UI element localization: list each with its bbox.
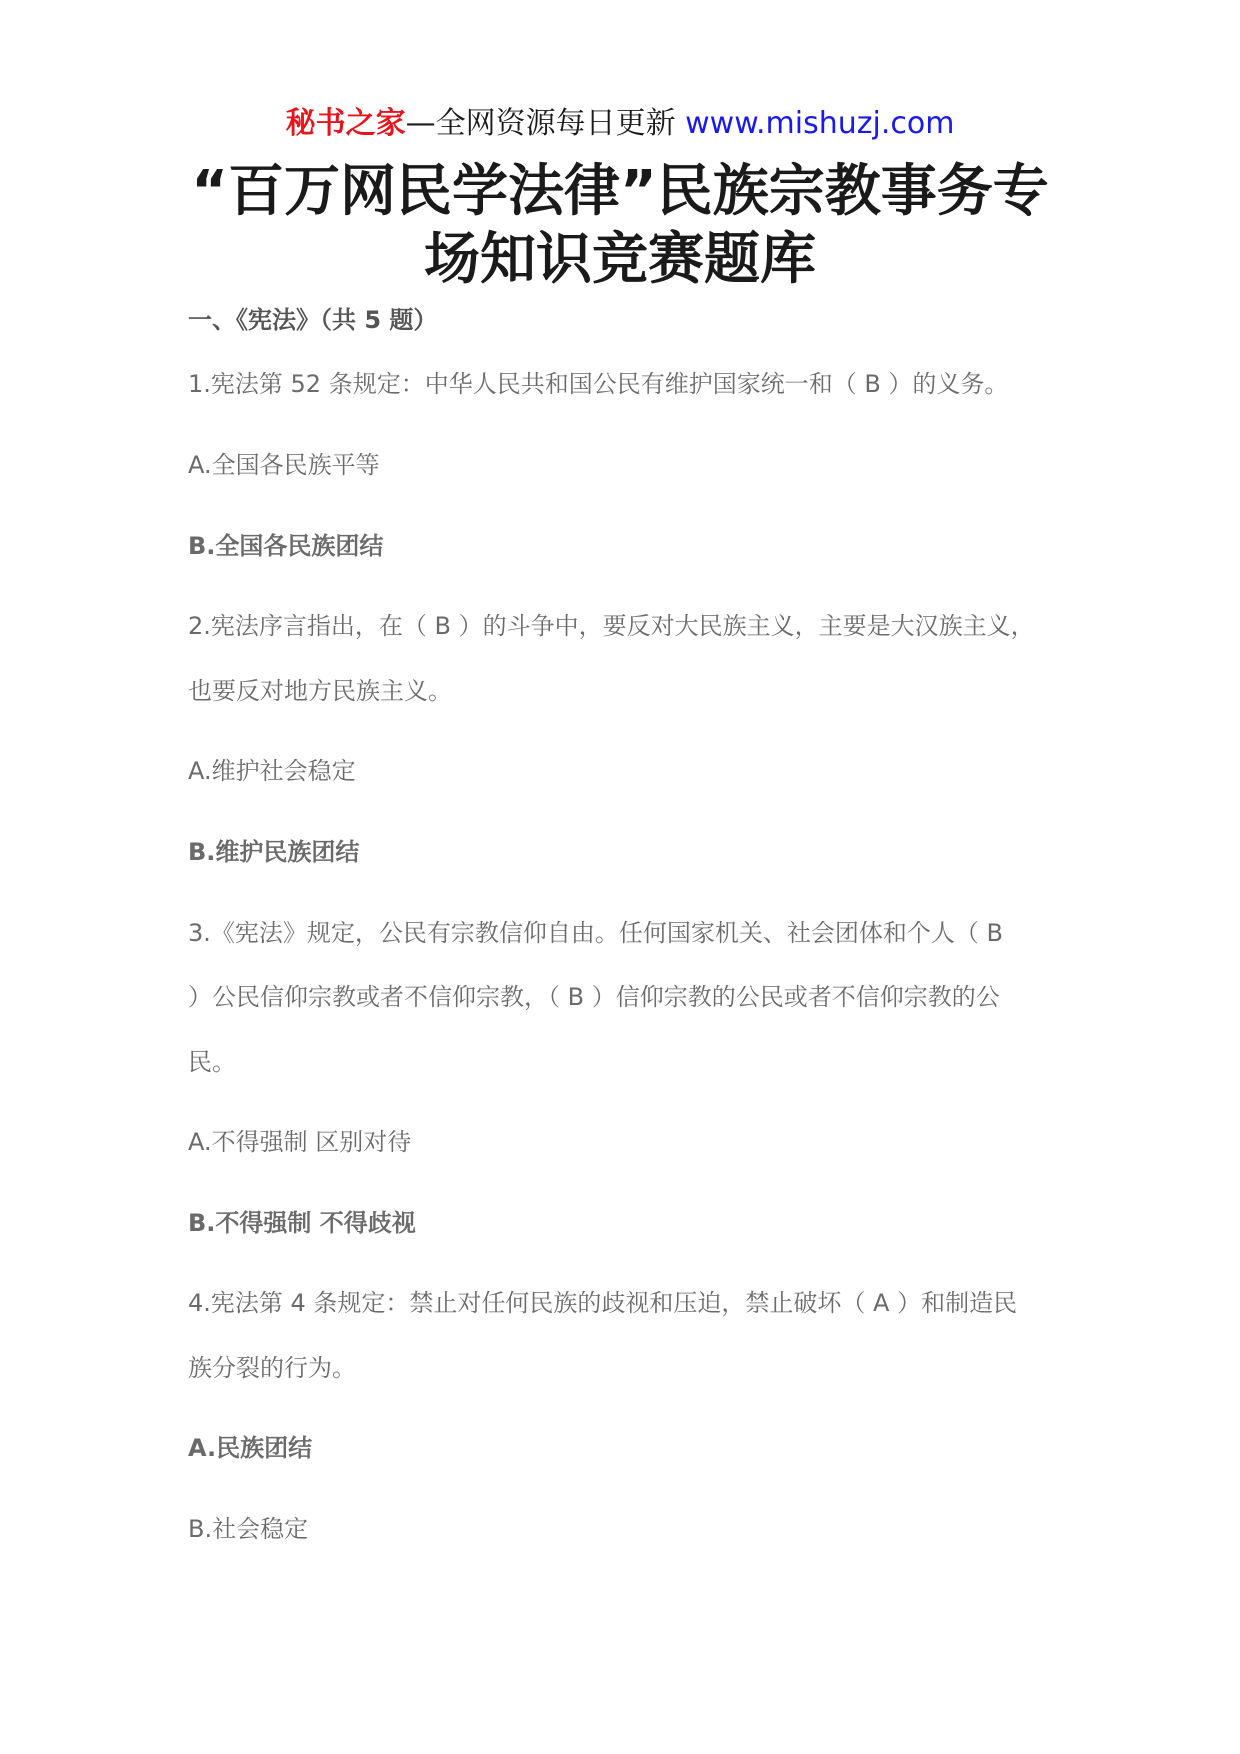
question-1-stem-line-1: 1.宪法第 52 条规定：中华人民共和国公民有维护国家统一和（ B ）的义务。	[188, 370, 1009, 398]
site-name: 秘书之家	[285, 106, 406, 141]
question-3-stem-line-2: ）公民信仰宗教或者不信仰宗教，（ B ）信仰宗教的公民或者不信仰宗教的公	[188, 983, 1000, 1011]
question-4-option-b: B.社会稳定	[188, 1515, 309, 1543]
question-3-option-a: A.不得强制 区别对待	[188, 1128, 412, 1156]
question-4-stem-line-1: 4.宪法第 4 条规定：禁止对任何民族的歧视和压迫，禁止破坏（ A ）和制造民	[188, 1289, 1018, 1317]
section-heading: 一、《宪法》（共 5 题）	[188, 306, 438, 334]
question-3-option-b: B.不得强制 不得歧视	[188, 1209, 416, 1237]
question-2-stem-line-2: 也要反对地方民族主义。	[188, 677, 452, 705]
question-1-option-b: B.全国各民族团结	[188, 532, 384, 560]
question-4-stem-line-2: 族分裂的行为。	[188, 1354, 356, 1382]
question-3-stem-line-1: 3.《宪法》规定，公民有宗教信仰自由。任何国家机关、社会团体和个人（ B	[188, 919, 1003, 947]
question-2-option-a: A.维护社会稳定	[188, 757, 356, 785]
document-title	[160, 158, 1080, 294]
question-3-stem-line-3: 民。	[188, 1048, 236, 1076]
site-slogan: —全网资源每日更新	[405, 106, 686, 141]
question-4-option-a: A.民族团结	[188, 1434, 313, 1462]
title-line-1: “百万网民学法律”民族宗教事务专	[191, 159, 1049, 224]
question-1-option-a: A.全国各民族平等	[188, 451, 380, 479]
title-line-2: 场知识竞赛题库	[424, 227, 816, 292]
site-url-link[interactable]: www.mishuzj.com	[685, 106, 955, 141]
question-2-stem-line-1: 2.宪法序言指出，在（ B ）的斗争中，要反对大民族主义，主要是大汉族主义，	[188, 612, 1035, 640]
question-2-option-b: B.维护民族团结	[188, 838, 360, 866]
site-header	[0, 104, 1240, 144]
